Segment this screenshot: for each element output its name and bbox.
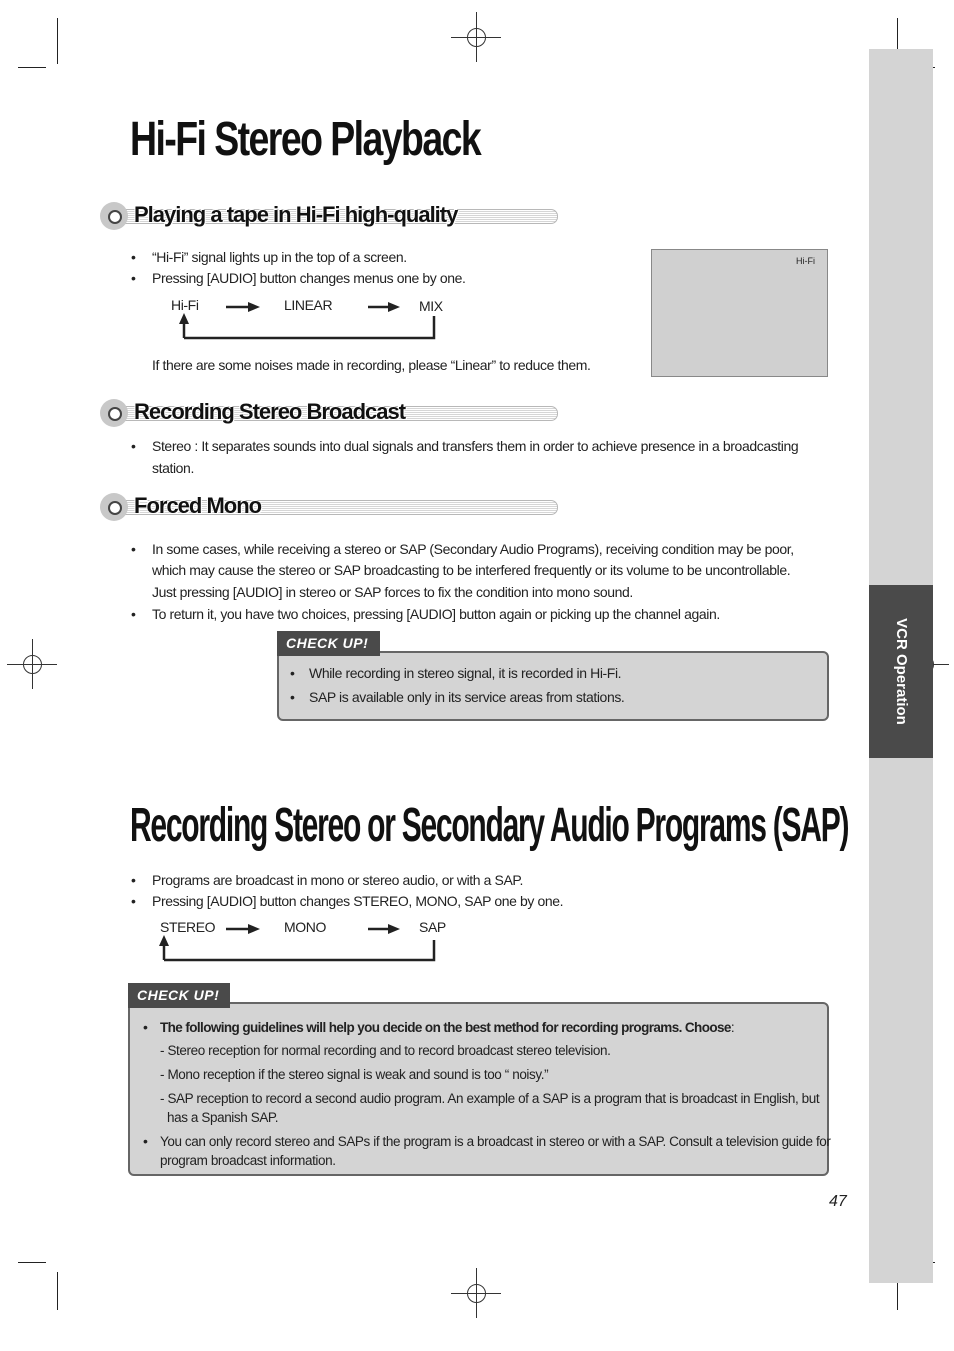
check-up-header: CHECK UP! [128,983,230,1008]
check-item: SAP is available only in its service areas from stations. [309,689,625,705]
flow-label-hifi: Hi-Fi [171,297,199,313]
bullet-text: Pressing [AUDIO] button changes menus one by one. [152,270,466,286]
check-item: While recording in stereo signal, it is recorded in Hi-Fi. [309,665,622,681]
target-icon [100,202,128,230]
check-sub-item: - SAP reception to record a second audio program. An example of a SAP is a program that is broadcast in English, but [160,1091,820,1106]
bullet-text: To return it, you have two choices, pressing [AUDIO] button again or picking up the channel again. [152,606,720,622]
bullet-icon: • [290,689,295,705]
page-title-sap: Recording Stereo or Secondary Audio Programs (SAP) [130,799,849,852]
bullet-icon: • [131,606,136,622]
check-lead-colon: : [730,1020,735,1035]
target-icon [100,399,128,427]
check-item-cont: program broadcast information. [160,1153,336,1168]
bullet-icon: • [143,1019,148,1035]
bullet-text-cont: which may cause the stereo or SAP broadcasting to be interfered frequently or its volume to be uncontrollable. [152,562,791,578]
side-tab-label: VCR Operation [892,618,910,725]
bullet-text: Stereo : It separates sounds into dual signals and transfers them in order to achieve presence in a broadcasting [152,438,799,454]
section-heading-label: Recording Stereo Broadcast [134,399,406,424]
check-up-box [277,651,829,721]
target-icon [100,493,128,521]
flow-arrows-icon [170,296,450,344]
flow-label-linear: LINEAR [284,297,333,313]
check-sub-item: - Mono reception if the stereo signal is weak and sound is too “ noisy.” [160,1067,549,1082]
check-up-header: CHECK UP! [277,631,380,656]
bullet-icon: • [131,541,136,557]
check-sub-item: - Stereo reception for normal recording and to record broadcast stereo television. [160,1043,611,1058]
section-heading-label: Forced Mono [134,493,262,518]
check-item: You can only record stereo and SAPs if the program is a broadcast in stereo or with a SAP. Consult a television guide for [160,1134,831,1149]
tv-screen-illustration [651,249,828,377]
check-lead [160,1017,734,1039]
bullet-icon: • [131,270,136,286]
check-lead-bold: The following guidelines will help you decide on the best method for recording programs. Choose [160,1020,731,1035]
flow-label-stereo: STEREO [160,919,216,935]
bullet-text-cont: Just pressing [AUDIO] in stereo or SAP forces to fix the condition into mono sound. [152,584,633,600]
bullet-text: Pressing [AUDIO] button changes STEREO, MONO, SAP one by one. [152,893,564,909]
side-tab-label-wrap [869,585,933,758]
check-sub-item-cont: has a Spanish SAP. [167,1110,279,1125]
section-heading-hifi-playback [100,201,558,231]
screen-hifi-indicator: Hi-Fi [796,256,815,266]
section-heading-stereo-broadcast [100,398,558,428]
bullet-icon: • [290,665,295,681]
bullet-icon: • [131,893,136,909]
section-heading-label: Playing a tape in Hi-Fi high-quality [134,202,458,227]
bullet-text: “Hi-Fi” signal lights up in the top of a screen. [152,249,407,265]
note-text: If there are some noises made in recording, please “Linear” to reduce them. [152,357,591,373]
bullet-text: Programs are broadcast in mono or stereo audio, or with a SAP. [152,872,524,888]
flow-label-sap: SAP [419,919,446,935]
flow-arrows-icon [150,918,450,966]
bullet-text: In some cases, while receiving a stereo or SAP (Secondary Audio Programs), receiving condition may be poor, [152,541,794,557]
bullet-icon: • [131,249,136,265]
flow-label-mono: MONO [284,919,326,935]
bullet-icon: • [143,1133,148,1149]
bullet-icon: • [131,438,136,454]
bullet-text-cont: station. [152,460,194,476]
page-title-hifi: Hi-Fi Stereo Playback [130,113,481,166]
flow-label-mix: MIX [419,298,443,314]
section-heading-forced-mono [100,492,558,522]
page-number: 47 [829,1193,847,1210]
bullet-icon: • [131,872,136,888]
